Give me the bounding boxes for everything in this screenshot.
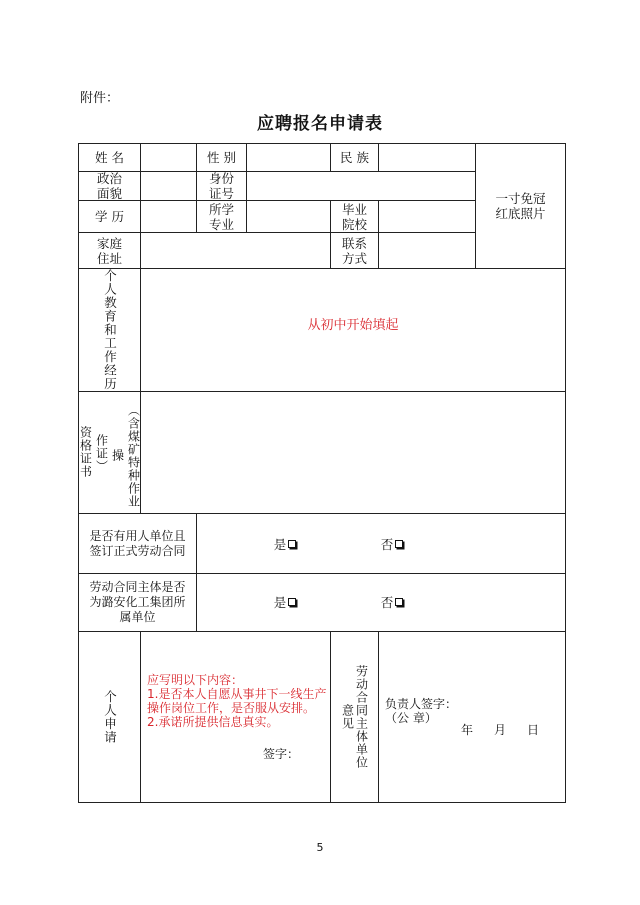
attachment-label: 附件： bbox=[80, 91, 120, 106]
name-label: 姓 名 bbox=[95, 150, 124, 165]
employer-no-option[interactable] bbox=[372, 530, 412, 558]
certificate-field[interactable] bbox=[141, 392, 565, 513]
personal-application-label: 个人申请 bbox=[102, 690, 118, 744]
contract-no-option[interactable] bbox=[372, 588, 412, 616]
employer-opinion-field[interactable] bbox=[379, 632, 565, 802]
date-day-label: 日 bbox=[527, 723, 540, 737]
personal-application-label-cell bbox=[79, 632, 140, 802]
contact-label: 联系 方式 bbox=[341, 235, 367, 266]
responsible-signature-label: 负责人签字： （公 章） bbox=[385, 697, 458, 725]
major-field[interactable] bbox=[247, 201, 330, 232]
certificate-label-col3: 资格证书 bbox=[78, 426, 93, 478]
education-field[interactable] bbox=[141, 201, 196, 232]
application-hint: 应写明以下内容： 1.是否本人自愿从事井下一线生产操作岗位工作，是否服从安排。 2.承诺所提供信息真实。 bbox=[147, 673, 327, 729]
employer-opinion-label: 劳动合同主体单位意见 bbox=[340, 665, 369, 769]
checkbox-icon[interactable] bbox=[288, 598, 296, 606]
employer-question-label: 是否有用人单位且 签订正式劳动合同 bbox=[89, 528, 186, 558]
employer-opinion-label-cell bbox=[331, 632, 378, 802]
experience-label: 个人教育和工作经历 bbox=[102, 269, 118, 391]
date-month-label: 月 bbox=[494, 723, 507, 737]
address-field[interactable] bbox=[141, 233, 330, 268]
checkbox-icon[interactable] bbox=[288, 540, 296, 548]
employer-no-label: 否 bbox=[380, 536, 394, 552]
ethnicity-field[interactable] bbox=[379, 144, 475, 171]
school-field[interactable] bbox=[379, 201, 475, 232]
political-status-label: 政治 面貌 bbox=[96, 171, 122, 201]
gender-label: 性 别 bbox=[207, 150, 236, 165]
experience-label-cell bbox=[79, 269, 140, 391]
personal-application-field[interactable] bbox=[141, 632, 330, 802]
major-label: 所学 专业 bbox=[208, 201, 234, 232]
address-label: 家庭 住址 bbox=[96, 235, 122, 266]
ethnicity-label: 民 族 bbox=[340, 150, 369, 165]
certificate-label-col1: （含煤矿特种作业操 bbox=[110, 403, 141, 508]
political-status-field[interactable] bbox=[141, 172, 196, 200]
experience-field[interactable] bbox=[141, 269, 565, 391]
form-title: 应聘报名申请表 bbox=[257, 114, 383, 134]
certificate-label-col2: 作证） bbox=[94, 434, 109, 473]
signature-label: 签字： bbox=[263, 747, 300, 761]
date-year-label: 年 bbox=[461, 723, 474, 737]
contract-no-label: 否 bbox=[380, 594, 394, 610]
experience-hint: 从初中开始填起 bbox=[307, 317, 399, 333]
contact-field[interactable] bbox=[379, 233, 475, 268]
contract-yes-label: 是 bbox=[273, 594, 287, 610]
contract-question-label: 劳动合同主体是否 为潞安化工集团所 属单位 bbox=[89, 580, 186, 624]
name-field[interactable] bbox=[141, 144, 196, 171]
id-number-field[interactable] bbox=[247, 172, 475, 200]
checkbox-icon[interactable] bbox=[395, 598, 403, 606]
id-number-label: 身份 证号 bbox=[208, 171, 234, 201]
contract-yes-option[interactable] bbox=[265, 588, 305, 616]
page-number: 5 bbox=[316, 841, 324, 854]
certificate-label-cell bbox=[79, 392, 140, 513]
education-label: 学 历 bbox=[95, 209, 124, 224]
gender-field[interactable] bbox=[247, 144, 330, 171]
photo-placeholder[interactable]: 一寸免冠 红底照片 bbox=[495, 191, 546, 221]
school-label: 毕业 院校 bbox=[341, 201, 367, 232]
employer-yes-label: 是 bbox=[273, 536, 287, 552]
employer-yes-option[interactable] bbox=[265, 530, 305, 558]
checkbox-icon[interactable] bbox=[395, 540, 403, 548]
